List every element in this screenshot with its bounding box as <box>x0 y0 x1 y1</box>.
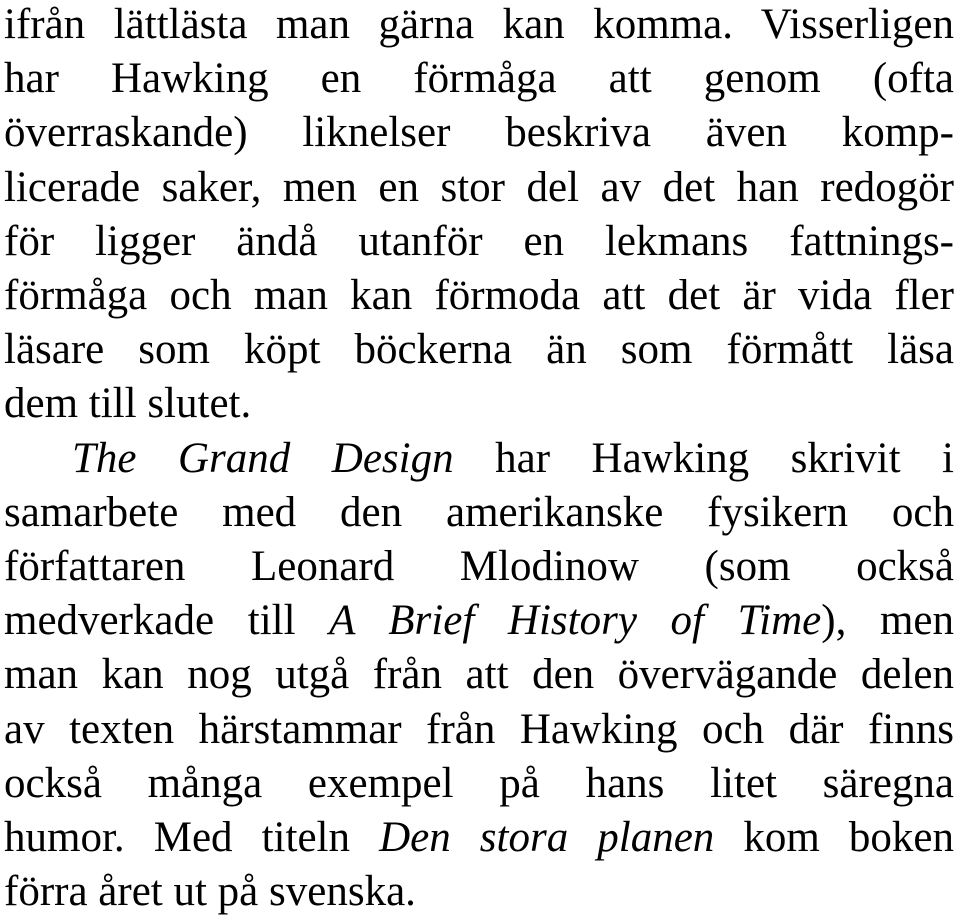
text-run: humor. Med titeln <box>4 814 380 861</box>
text-run: författaren Leonard Mlodinow (som också <box>4 543 954 590</box>
text-line: för ligger ändå utanför en lekmans fattnings- <box>4 217 954 265</box>
text-line <box>4 486 954 540</box>
text-line <box>4 540 954 594</box>
text-line <box>4 648 954 702</box>
text-line <box>72 432 954 486</box>
text-line: licerade saker, men en stor del av det han redogör <box>4 163 954 211</box>
text-line <box>4 594 954 648</box>
text-run: medverkade till <box>4 597 330 645</box>
text-line: förmåga och man kan förmoda att det är vida fler <box>4 272 954 319</box>
text-line <box>4 703 954 757</box>
text-run: har Hawking skrivit i <box>453 434 954 482</box>
italic-title-text: The Grand Design <box>72 434 454 482</box>
text-line: har Hawking en förmåga att genom (ofta <box>4 55 954 103</box>
text-line <box>4 865 954 919</box>
text-run: samarbete med den amerikanske fysikern och <box>4 488 954 536</box>
text-run: kom boken <box>714 814 954 861</box>
text-run: förra året ut på svenska. <box>4 868 416 916</box>
text-line: läsare som köpt böckerna än som förmått läsa <box>4 326 954 374</box>
italic-title-text: Den stora planen <box>379 814 715 861</box>
text-run: också många exempel på hans litet säregna <box>4 759 954 807</box>
text-line <box>4 811 954 865</box>
text-line: överraskande) liknelser beskriva även komp- <box>4 109 954 157</box>
text-line: dem till slutet. <box>4 380 252 428</box>
text-line: ifrån lättlästa man gärna kan komma. Visserligen <box>4 1 954 48</box>
text-run: man kan nog utgå från att den övervägande delen <box>4 651 954 699</box>
text-run: av texten härstammar från Hawking och där finns <box>4 705 954 753</box>
text-run: ), men <box>821 597 955 645</box>
text-line <box>4 757 954 811</box>
italic-title-text: A Brief History of Time <box>329 597 822 645</box>
